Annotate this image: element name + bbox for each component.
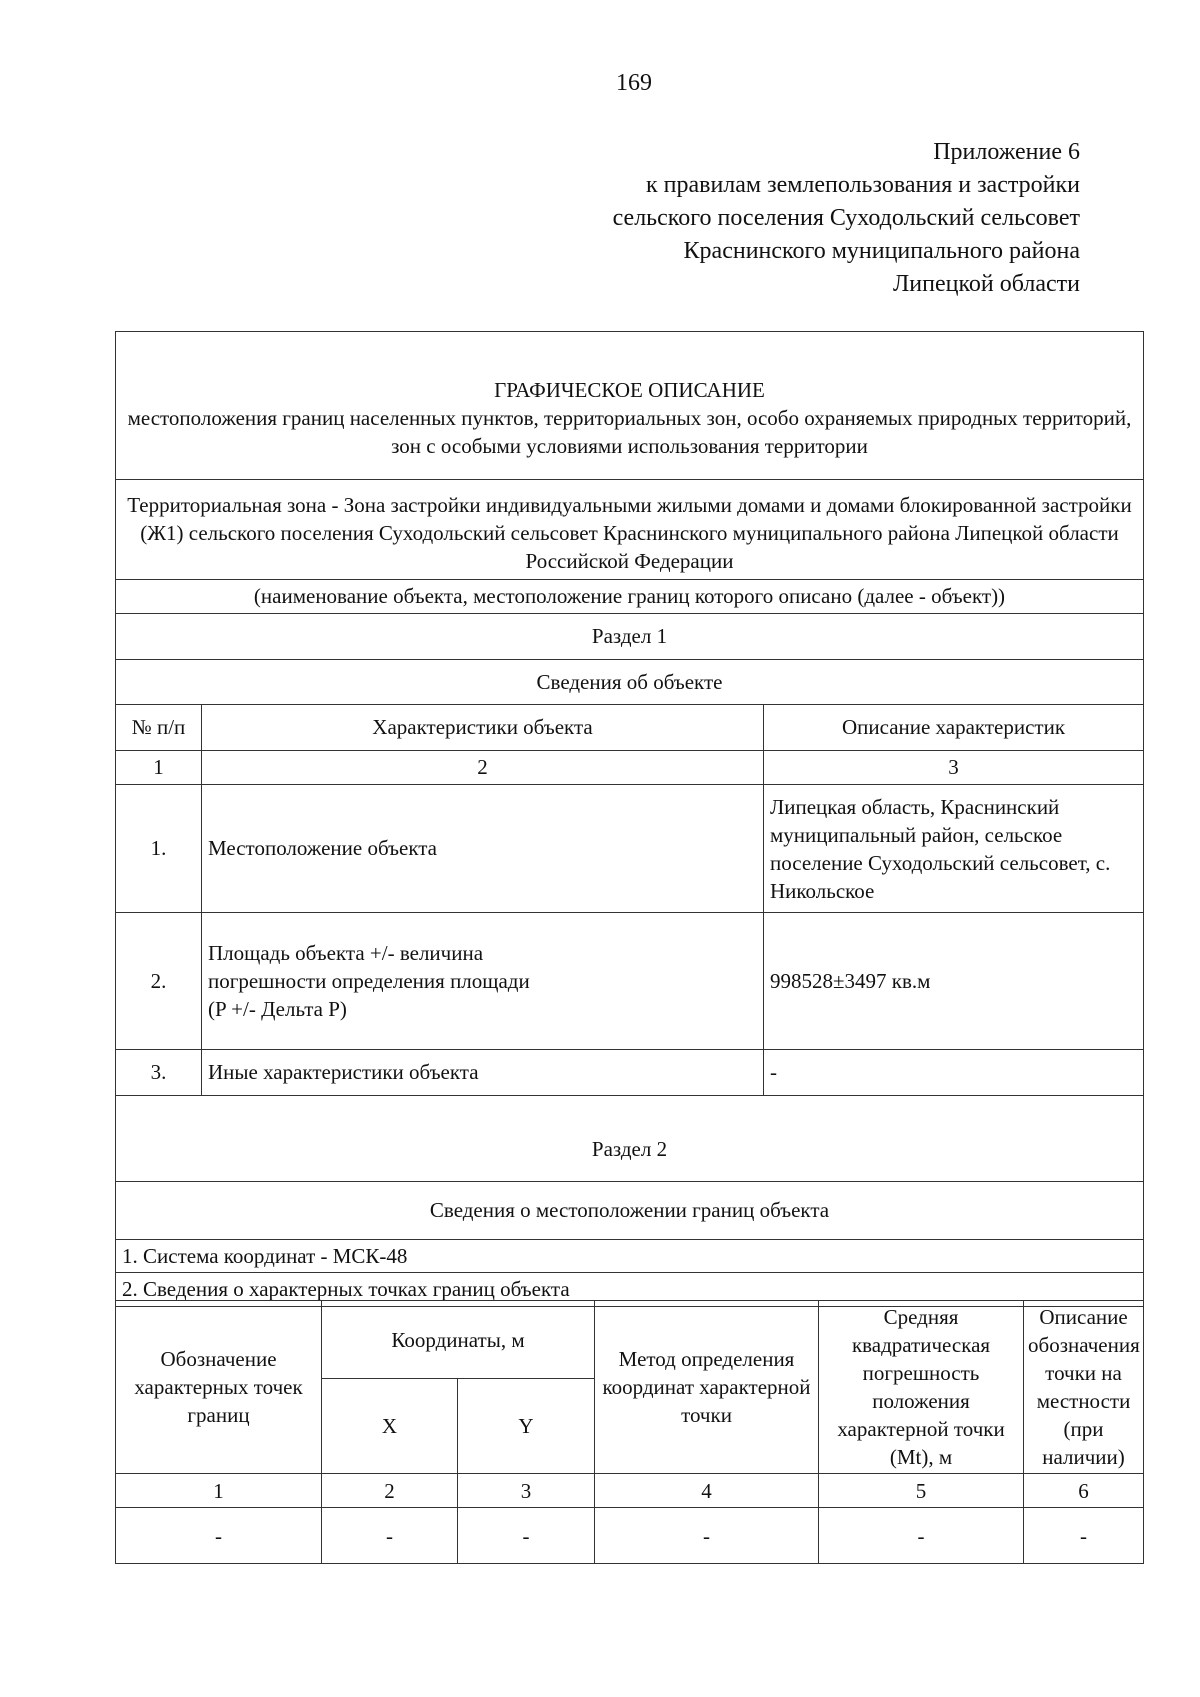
col-number: 2 xyxy=(322,1474,458,1508)
appendix-header xyxy=(613,136,1080,301)
row-characteristic: Иные характеристики объекта xyxy=(202,1050,764,1096)
col-number: 4 xyxy=(595,1474,819,1508)
title-block xyxy=(116,332,1144,480)
point-cell: - xyxy=(819,1508,1024,1564)
document-subtitle: местоположения границ населенных пунктов, территориальных зон, особо охраняемых природных территорий, зон с особыми условиями использования территории xyxy=(127,405,1132,458)
document-heading: ГРАФИЧЕСКОЕ ОПИСАНИЕ xyxy=(494,377,765,402)
characteristic-line: (P +/- Дельта P) xyxy=(208,997,347,1021)
object-caption: (наименование объекта, местоположение границ которого описано (далее - объект)) xyxy=(116,580,1144,614)
header-coords: Координаты, м xyxy=(322,1301,595,1379)
col-number: 6 xyxy=(1024,1474,1144,1508)
point-cell: - xyxy=(116,1508,322,1564)
appendix-line: сельского поселения Суходольский сельсовет xyxy=(612,205,1080,231)
row-characteristic xyxy=(202,913,764,1050)
section1-subtitle: Сведения об объекте xyxy=(116,660,1144,705)
section2-title: Раздел 2 xyxy=(116,1096,1144,1182)
points-table xyxy=(115,1300,1144,1564)
characteristic-line: погрешности определения площади xyxy=(208,969,530,993)
description-table xyxy=(115,331,1144,1307)
col-number: 1 xyxy=(116,751,202,785)
col-number: 1 xyxy=(116,1474,322,1508)
row-characteristic: Местоположение объекта xyxy=(202,785,764,913)
col-number: 2 xyxy=(202,751,764,785)
row-num: 2. xyxy=(116,913,202,1050)
header-num: № п/п xyxy=(116,705,202,751)
point-cell: - xyxy=(322,1508,458,1564)
page-number: 169 xyxy=(616,70,652,96)
col-number: 3 xyxy=(458,1474,595,1508)
row-value: Липецкая область, Краснинский муниципальный район, сельское поселение Суходольский сельсовет, с. Никольское xyxy=(764,785,1144,913)
coord-system: 1. Система координат - МСК-48 xyxy=(116,1240,1144,1273)
col-number: 3 xyxy=(764,751,1144,785)
col-number: 5 xyxy=(819,1474,1024,1508)
point-cell: - xyxy=(1024,1508,1144,1564)
row-num: 3. xyxy=(116,1050,202,1096)
points-title: 2. Сведения о характерных точках границ объекта xyxy=(116,1273,1144,1307)
header-error: Средняя квадратическая погрешность положения характерной точки (Mt), м xyxy=(819,1301,1024,1474)
row-value: 998528±3497 кв.м xyxy=(764,913,1144,1050)
header-method: Метод определения координат характерной точки xyxy=(595,1301,819,1474)
header-designation: Обозначение характерных точек границ xyxy=(116,1301,322,1474)
appendix-line: Липецкой области xyxy=(893,271,1080,297)
header-point-description: Описание обозначения точки на местности (при наличии) xyxy=(1024,1301,1144,1474)
characteristic-line: Площадь объекта +/- величина xyxy=(208,941,484,965)
header-characteristics: Характеристики объекта xyxy=(202,705,764,751)
object-name: Территориальная зона - Зона застройки индивидуальными жилыми домами и домами блокированной застройки (Ж1) сельского поселения Суходольский сельсовет Краснинского муниципального района Липецкой области Российской Федерации xyxy=(116,480,1144,580)
section2-subtitle: Сведения о местоположении границ объекта xyxy=(116,1182,1144,1240)
row-value: - xyxy=(764,1050,1144,1096)
header-y: Y xyxy=(458,1379,595,1474)
appendix-line: Краснинского муниципального района xyxy=(683,238,1080,264)
header-x: X xyxy=(322,1379,458,1474)
section1-title: Раздел 1 xyxy=(116,614,1144,660)
point-cell: - xyxy=(595,1508,819,1564)
appendix-line: Приложение 6 xyxy=(933,139,1080,165)
appendix-line: к правилам землепользования и застройки xyxy=(645,172,1080,198)
row-num: 1. xyxy=(116,785,202,913)
point-cell: - xyxy=(458,1508,595,1564)
header-description: Описание характеристик xyxy=(764,705,1144,751)
